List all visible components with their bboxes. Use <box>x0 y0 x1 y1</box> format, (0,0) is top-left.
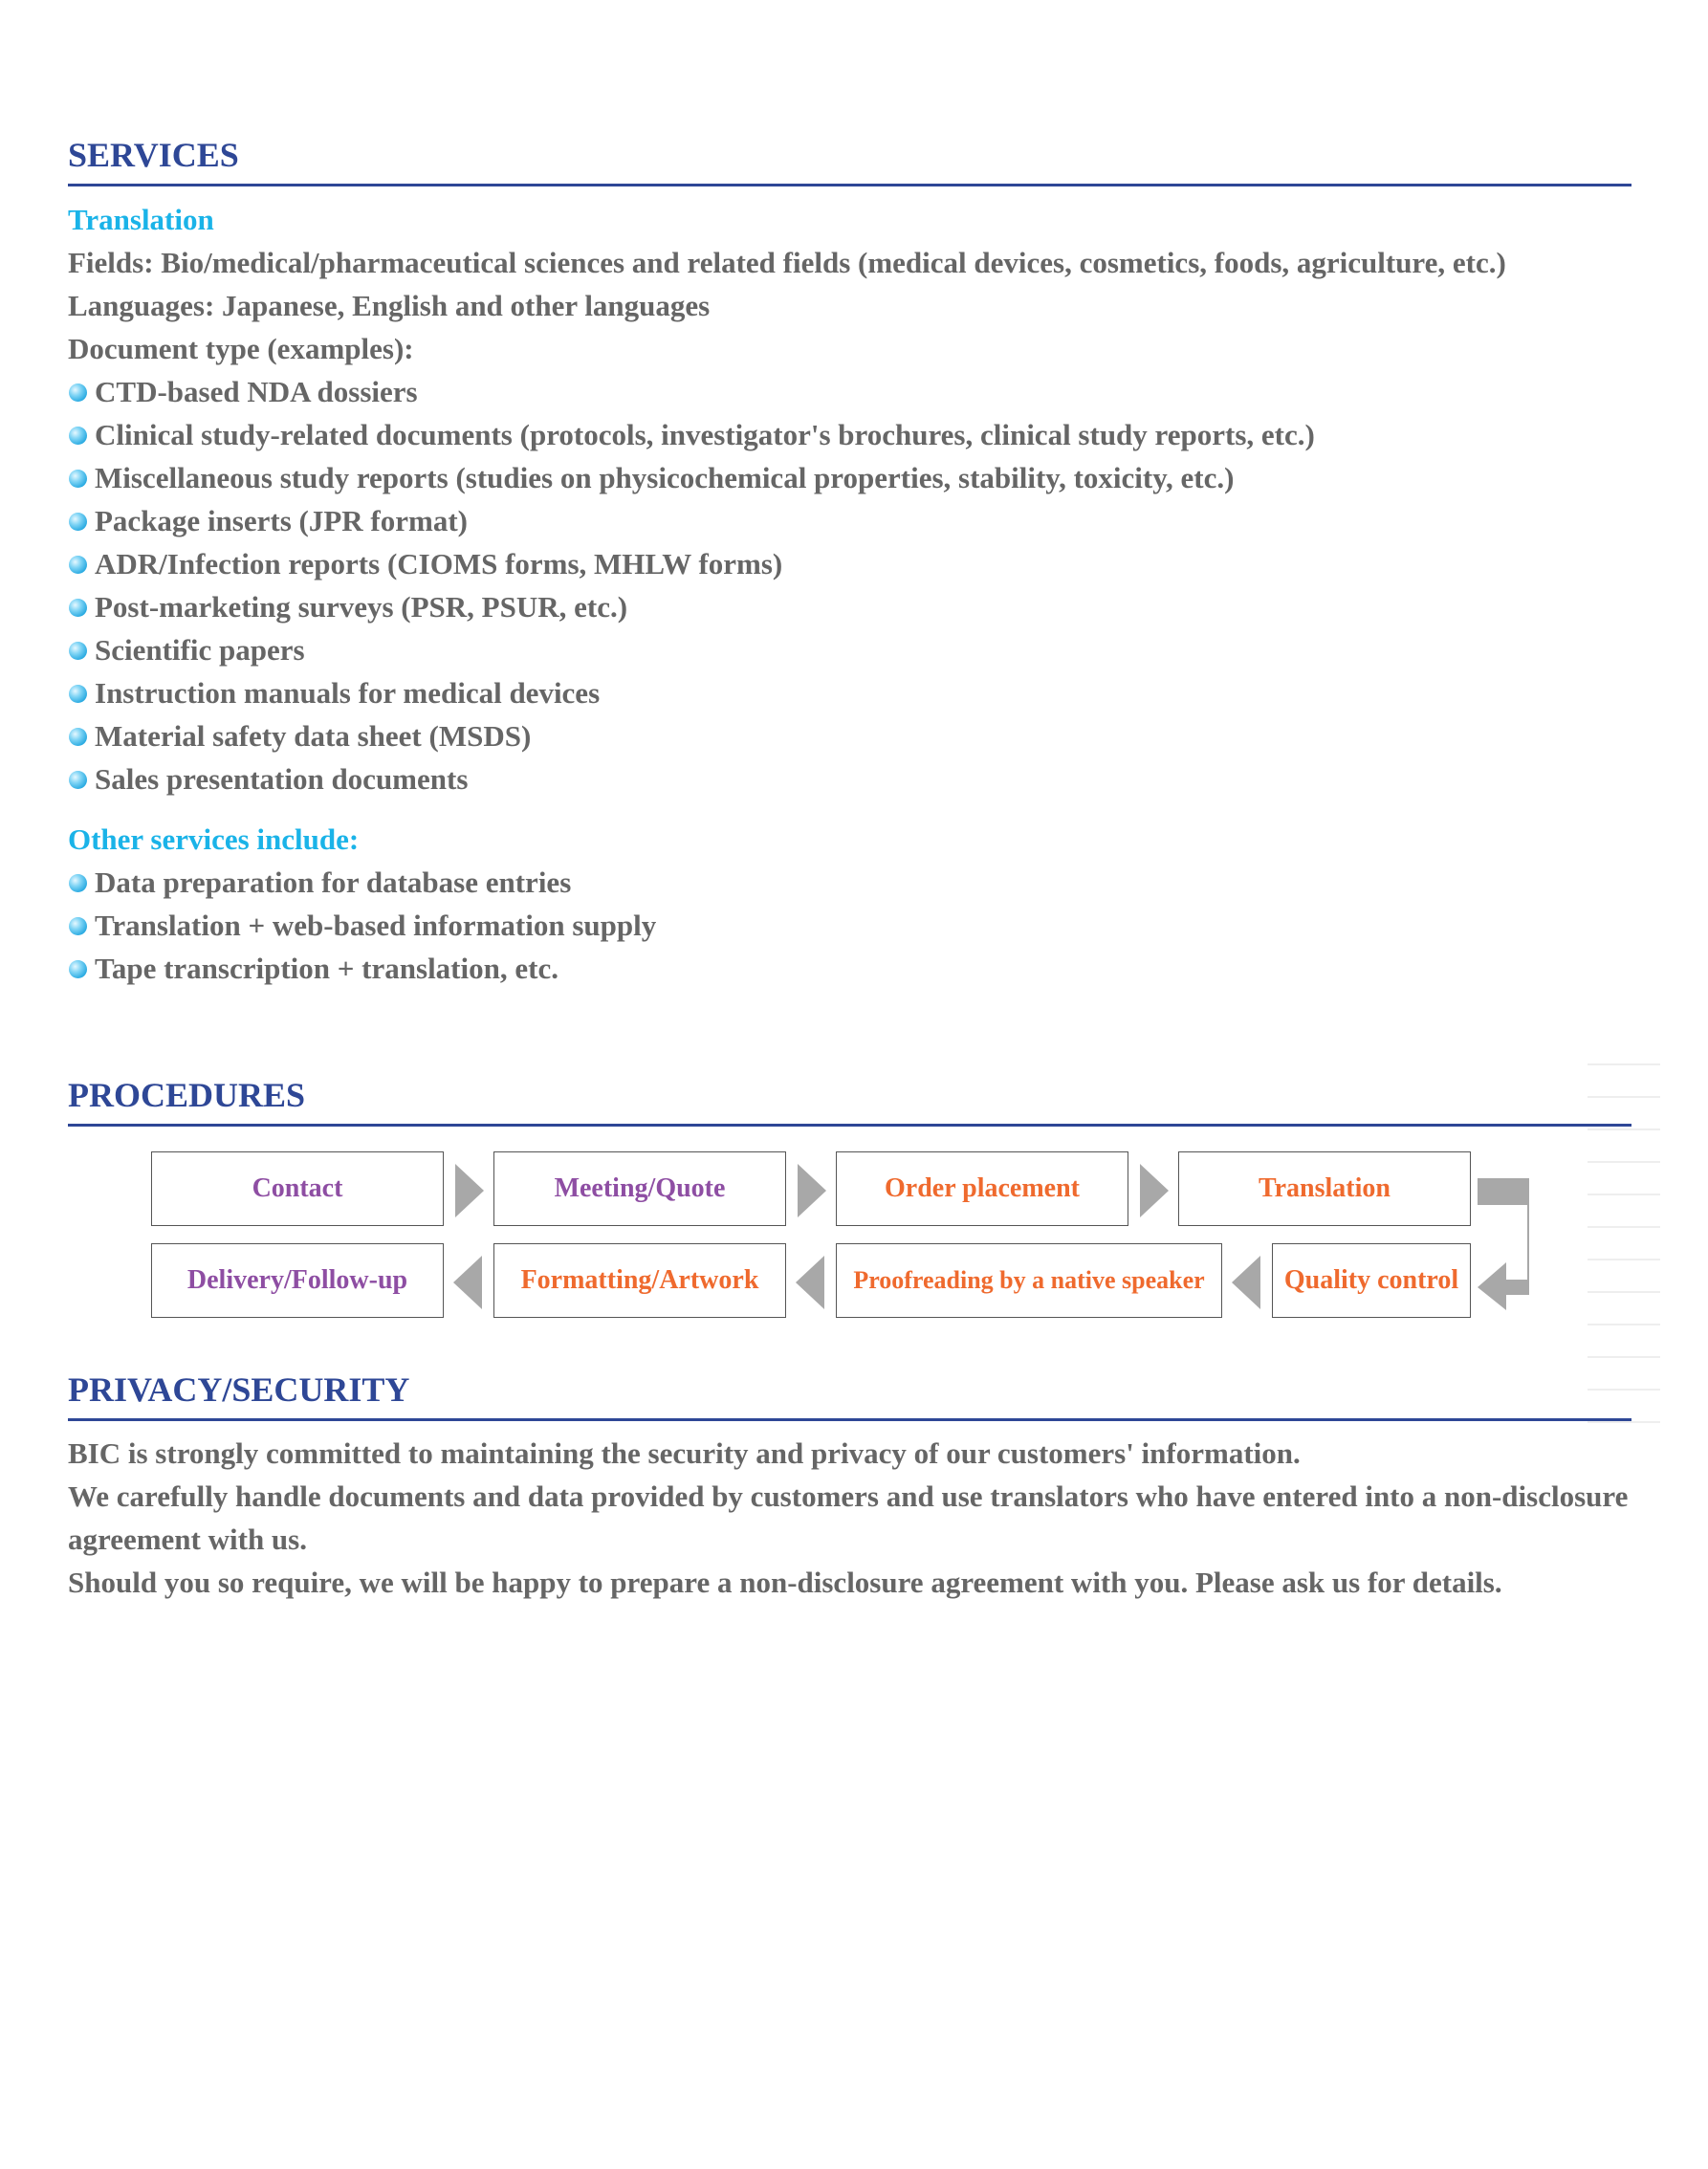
blue-sphere-bullet-icon <box>69 427 87 445</box>
list-item: Translation + web-based information supply <box>68 907 656 945</box>
step-proofreading: Proofreading by a native speaker <box>836 1243 1222 1318</box>
services-divider <box>68 184 1631 186</box>
list-item: Miscellaneous study reports (studies on physicochemical properties, stability, toxicity, etc.) <box>68 459 1234 497</box>
list-item: Instruction manuals for medical devices <box>68 674 600 712</box>
step-quality-control: Quality control <box>1272 1243 1471 1318</box>
blue-sphere-bullet-icon <box>69 642 87 660</box>
fields-text: Fields: Bio/medical/pharmaceutical sciences and related fields (medical devices, cosmetics, foods, agriculture, etc.) <box>68 246 1506 279</box>
privacy-paragraph: Should you so require, we will be happy to prepare a non-disclosure agreement with you. Please ask us for details. <box>68 1566 1502 1599</box>
procedures-divider <box>68 1124 1631 1127</box>
left-arrow-icon <box>1232 1256 1260 1309</box>
right-arrow-icon <box>455 1164 484 1217</box>
blue-sphere-bullet-icon <box>69 728 87 746</box>
privacy-heading: PRIVACY/SECURITY <box>68 1370 410 1409</box>
step-translation: Translation <box>1178 1151 1471 1226</box>
blue-sphere-bullet-icon <box>69 556 87 574</box>
step-meeting-quote: Meeting/Quote <box>493 1151 786 1226</box>
other-services-subheading: Other services include: <box>68 822 360 856</box>
left-arrow-icon <box>796 1256 824 1309</box>
step-order-placement: Order placement <box>836 1151 1128 1226</box>
blue-sphere-bullet-icon <box>69 470 87 488</box>
list-item: Package inserts (JPR format) <box>68 502 468 540</box>
blue-sphere-bullet-icon <box>69 874 87 892</box>
privacy-divider <box>68 1418 1631 1421</box>
turn-down-arrow-icon <box>1474 1176 1533 1312</box>
privacy-paragraph: We carefully handle documents and data provided by customers and use translators who have entered into a non-disclosure agreement with us. <box>68 1479 1629 1556</box>
blue-sphere-bullet-icon <box>69 917 87 935</box>
step-delivery-follow-up: Delivery/Follow-up <box>151 1243 444 1318</box>
list-item: Clinical study-related documents (protocols, investigator's brochures, clinical study reports, etc.) <box>68 416 1315 454</box>
list-item: Data preparation for database entries <box>68 864 571 902</box>
list-item: Material safety data sheet (MSDS) <box>68 717 531 756</box>
blue-sphere-bullet-icon <box>69 685 87 703</box>
services-heading: SERVICES <box>68 136 239 174</box>
right-arrow-icon <box>798 1164 826 1217</box>
step-formatting-artwork: Formatting/Artwork <box>493 1243 786 1318</box>
left-arrow-icon <box>453 1256 482 1309</box>
blue-sphere-bullet-icon <box>69 513 87 531</box>
step-contact: Contact <box>151 1151 444 1226</box>
list-item: Sales presentation documents <box>68 760 468 799</box>
languages-text: Languages: Japanese, English and other languages <box>68 289 711 322</box>
margin-decoration <box>1588 1063 1660 1454</box>
blue-sphere-bullet-icon <box>69 383 87 402</box>
list-item: CTD-based NDA dossiers <box>68 373 418 411</box>
procedures-heading: PROCEDURES <box>68 1076 306 1114</box>
blue-sphere-bullet-icon <box>69 599 87 617</box>
privacy-paragraph: BIC is strongly committed to maintaining the security and privacy of our customers' information. <box>68 1436 1301 1470</box>
right-arrow-icon <box>1140 1164 1169 1217</box>
blue-sphere-bullet-icon <box>69 960 87 978</box>
list-item: Tape transcription + translation, etc. <box>68 950 558 988</box>
list-item: Scientific papers <box>68 631 305 669</box>
document-type-label: Document type (examples): <box>68 332 414 365</box>
translation-subheading: Translation <box>68 203 214 236</box>
list-item: Post-marketing surveys (PSR, PSUR, etc.) <box>68 588 627 626</box>
list-item: ADR/Infection reports (CIOMS forms, MHLW forms) <box>68 545 782 583</box>
blue-sphere-bullet-icon <box>69 771 87 789</box>
